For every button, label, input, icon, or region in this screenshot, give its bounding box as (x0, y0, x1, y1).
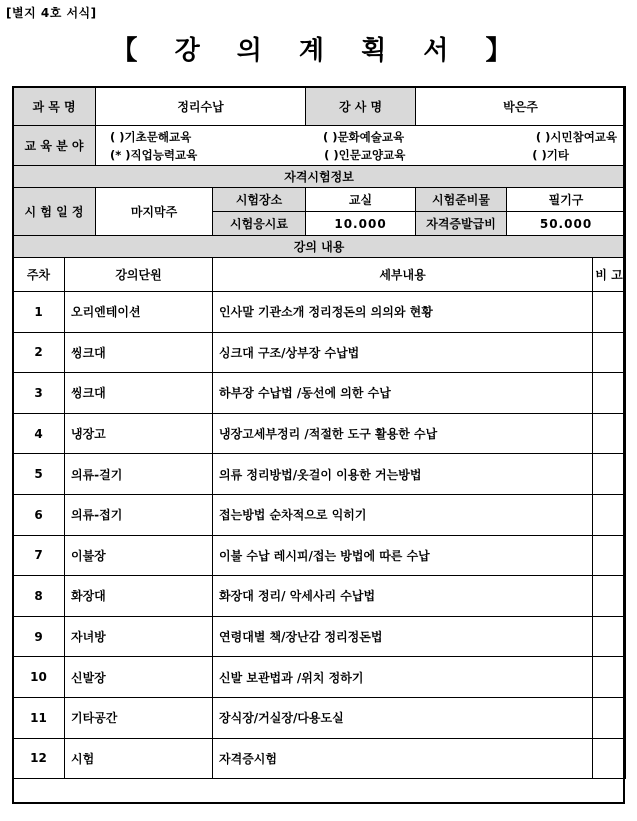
unit-cell: 씽크대 (65, 332, 213, 373)
week-cell: 11 (13, 697, 65, 738)
week-cell: 12 (13, 738, 65, 779)
exam-place-value: 교실 (306, 188, 416, 212)
table-outer-border (12, 86, 625, 804)
detail-cell: 신발 보관법과 /위치 정하기 (213, 657, 593, 698)
detail-cell: 하부장 수납법 /동선에 의한 수납 (213, 373, 593, 414)
category-label: 교 육 분 야 (13, 126, 96, 166)
header-note: 비 고 (593, 258, 626, 292)
lecture-section-title: 강의 내용 (13, 236, 626, 258)
exam-place-label: 시험장소 (213, 188, 306, 212)
detail-cell: 화장대 정리/ 악세사리 수납법 (213, 576, 593, 617)
exam-fee-value: 10.000 (306, 212, 416, 236)
subject-label: 과 목 명 (13, 87, 96, 126)
week-cell: 7 (13, 535, 65, 576)
week-cell: 8 (13, 576, 65, 617)
detail-cell: 의류 정리방법/옷걸이 이용한 거는방법 (213, 454, 593, 495)
detail-cell: 자격증시험 (213, 738, 593, 779)
category-option: ( )문화예술교육 (322, 129, 405, 144)
unit-cell: 의류-걸기 (65, 454, 213, 495)
week-cell: 1 (13, 292, 65, 333)
header-week: 주차 (13, 258, 65, 292)
unit-cell: 의류-접기 (65, 494, 213, 535)
detail-cell: 접는방법 순차적으로 익히기 (213, 494, 593, 535)
detail-cell: 인사말 기관소개 정리정돈의 의의와 현황 (213, 292, 593, 333)
detail-cell: 냉장고세부정리 /적절한 도구 활용한 수납 (213, 413, 593, 454)
detail-cell: 장식장/거실장/다용도실 (213, 697, 593, 738)
detail-cell: 이불 수납 레시피/접는 방법에 따른 수납 (213, 535, 593, 576)
week-cell: 5 (13, 454, 65, 495)
week-cell: 2 (13, 332, 65, 373)
category-option: ( )인문교양교육 (324, 147, 406, 162)
exam-section-title: 자격시험정보 (13, 166, 626, 188)
page-title: 【 강 의 계 획 서 】 (111, 36, 526, 66)
unit-cell: 신발장 (65, 657, 213, 698)
cert-fee-label: 자격증발급비 (416, 212, 507, 236)
exam-date-value: 마지막주 (96, 188, 213, 236)
unit-cell: 화장대 (65, 576, 213, 617)
unit-cell: 자녀방 (65, 616, 213, 657)
week-cell: 4 (13, 413, 65, 454)
category-option: ( )기타 (532, 147, 570, 162)
exam-prep-label: 시험준비물 (416, 188, 507, 212)
category-option: ( )기초문해교육 (110, 129, 192, 144)
unit-cell: 냉장고 (65, 413, 213, 454)
category-option: (* )직업능력교육 (110, 147, 198, 162)
form-number-label: [별지 4호 서식] (6, 6, 97, 20)
week-cell: 3 (13, 373, 65, 414)
detail-cell: 연령대별 책/장난감 정리정돈법 (213, 616, 593, 657)
cert-fee-value: 50.000 (507, 212, 626, 236)
unit-cell: 시험 (65, 738, 213, 779)
week-cell: 9 (13, 616, 65, 657)
week-cell: 6 (13, 494, 65, 535)
exam-prep-value: 필기구 (507, 188, 626, 212)
week-cell: 10 (13, 657, 65, 698)
instructor-label: 강 사 명 (306, 87, 416, 126)
unit-cell: 기타공간 (65, 697, 213, 738)
instructor-value: 박은주 (416, 87, 626, 126)
exam-fee-label: 시험응시료 (213, 212, 306, 236)
unit-cell: 오리엔테이션 (65, 292, 213, 333)
subject-value: 정리수납 (96, 87, 306, 126)
category-option: ( )시민참여교육 (535, 129, 618, 144)
header-unit: 강의단원 (65, 258, 213, 292)
unit-cell: 씽크대 (65, 373, 213, 414)
unit-cell: 이불장 (65, 535, 213, 576)
detail-cell: 싱크대 구조/상부장 수납법 (213, 332, 593, 373)
header-detail: 세부내용 (213, 258, 593, 292)
exam-date-label: 시 험 일 정 (13, 188, 96, 236)
